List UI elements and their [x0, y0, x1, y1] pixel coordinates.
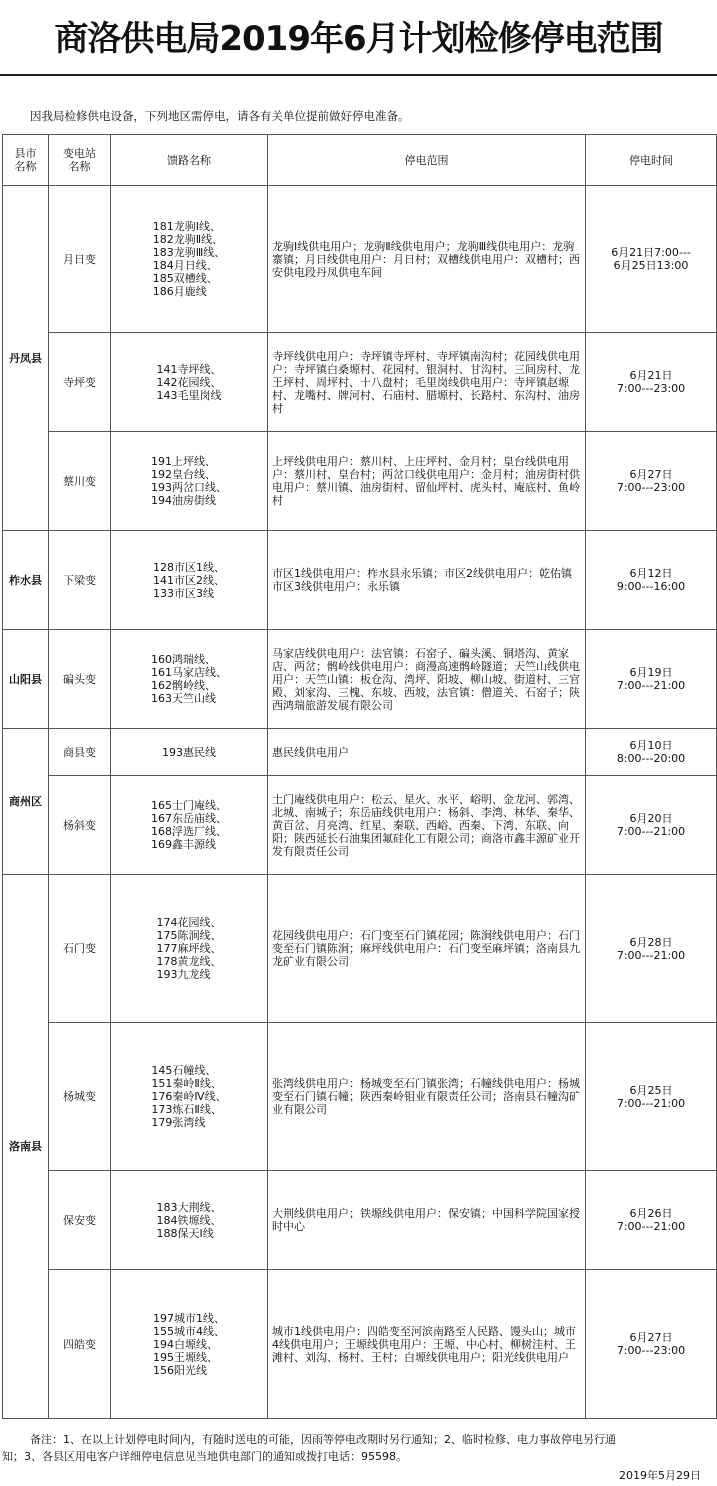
outage-time-end: 8:00---20:00 — [616, 752, 686, 765]
publish-date: 2019年5月29日 — [619, 1469, 701, 1482]
feeder-item: 185双槽线、 — [152, 272, 218, 285]
feeder-item: 191上坪线、 — [151, 455, 216, 468]
feeder-item: 142花园线、 — [156, 375, 222, 389]
feeder-item: 169鑫丰源线 — [151, 838, 216, 851]
feeder-list — [111, 776, 268, 875]
feeder-list — [111, 729, 268, 776]
substation-name: 月日变 — [49, 186, 111, 333]
substation-name: 杨城变 — [49, 1023, 111, 1171]
substation-name: 寺坪变 — [49, 333, 111, 432]
header-county-line1: 县市 — [14, 147, 37, 160]
outage-scope: 张湾线供电用户：杨城变至石门镇张湾；石幢线供电用户：杨城变至石门镇石幢；陕西秦岭钼业有限责任公司；洛南县石幢沟矿业有限公司 — [268, 1023, 586, 1171]
substation-name: 蔡川变 — [49, 432, 111, 531]
outage-scope: 土门庵线供电用户：松云、星火、水平、峪明、金龙河、郭湾、北城、南城子；东岳庙线供电用户：杨斜、李湾、林华、秦华、黄百岔、月亮湾、红星、秦联、西峪、西秦、下湾、东联、向阳；陕西延长石油集团氟硅化工有限公司；商洛市鑫丰源矿业开发有限责任公司 — [268, 776, 586, 875]
outage-time-end: 7:00---23:00 — [616, 1344, 686, 1357]
feeder-list — [111, 432, 268, 531]
table-row — [3, 1171, 717, 1270]
feeder-list — [111, 1023, 268, 1171]
outage-scope: 龙驹Ⅰ线供电用户；龙驹Ⅱ线供电用户；龙驹Ⅲ线供电用户：龙驹寨镇；月日线供电用户：月日村；双槽线供电用户：双槽村；西安供电段丹凤供电车间 — [268, 186, 586, 333]
table-header-row — [3, 135, 717, 186]
outage-time-start: 6月27日 — [629, 1331, 673, 1344]
feeder-item: 165士门庵线、 — [151, 799, 227, 812]
feeder-item: 168浮选厂线、 — [151, 825, 227, 838]
county-name: 洛南县 — [3, 875, 49, 1419]
feeder-item: 145石幢线、 — [151, 1064, 217, 1077]
feeder-item: 156阳光线 — [153, 1363, 207, 1377]
outage-time-start: 6月28日 — [629, 935, 673, 949]
substation-name: 商县变 — [49, 729, 111, 776]
outage-time-start: 6月21日7:00--- — [611, 246, 691, 259]
table-row — [3, 432, 717, 531]
feeder-item: 155城市4线、 — [153, 1324, 225, 1338]
outage-time-start: 6月10日 — [629, 739, 673, 752]
outage-time — [586, 1171, 717, 1270]
feeder-list — [111, 630, 268, 729]
feeder-item: 195王塬线、 — [153, 1350, 218, 1364]
feeder-item: 194白塬线、 — [153, 1337, 218, 1351]
feeder-item: 193两岔口线、 — [151, 481, 227, 494]
feeder-item: 184铁塬线、 — [156, 1213, 222, 1227]
table-row — [3, 776, 717, 875]
feeder-item: 178黄龙线、 — [156, 955, 222, 968]
table-row — [3, 531, 717, 630]
feeder-item: 192皇台线、 — [151, 468, 216, 481]
feeder-item: 133市区3线 — [153, 586, 214, 600]
header-county-line2: 名称 — [14, 160, 37, 173]
header-feeder: 馈路名称 — [111, 135, 268, 186]
outage-time-end: 7:00---21:00 — [616, 1220, 686, 1233]
feeder-list — [111, 531, 268, 630]
table-row — [3, 729, 717, 776]
header-substation — [49, 135, 111, 186]
outage-scope: 上坪线供电用户：蔡川村、上庄坪村、金月村；皇台线供电用户：蔡川村、皇台村；两岔口线供电用户：金月村；油房街村供电用户：蔡川镇、油房街村、留仙坪村、虎头村、庵底村、鱼岭村 — [268, 432, 586, 531]
feeder-item: 194油房街线 — [151, 494, 216, 507]
substation-name: 保安变 — [49, 1171, 111, 1270]
table-row — [3, 875, 717, 1023]
substation-name: 下梁变 — [49, 531, 111, 630]
feeder-item: 183大荆线、 — [156, 1200, 222, 1214]
feeder-list — [111, 1270, 268, 1419]
county-name: 商州区 — [3, 729, 49, 875]
outage-time-start: 6月12日 — [629, 567, 673, 580]
header-substation-line1: 变电站 — [63, 147, 96, 160]
header-county — [3, 135, 49, 186]
outage-time — [586, 729, 717, 776]
outage-time-end: 7:00---21:00 — [616, 825, 686, 838]
footnote — [2, 1431, 714, 1465]
county-name: 山阳县 — [3, 630, 49, 729]
outage-time-start: 6月19日 — [629, 666, 673, 679]
header-time: 停电时间 — [586, 135, 717, 186]
outage-table — [2, 134, 717, 1419]
outage-time — [586, 1270, 717, 1419]
outage-scope: 寺坪线供电用户：寺坪镇寺坪村、寺坪镇南沟村；花园线供电用户：寺坪镇白桑塬村、花园村、银洞村、甘沟村、三间房村、龙王坪村、周坪村、十八盘村；毛里岗线供电用户：寺坪镇赵塬村、龙嘴村、牌河村、石庙村、腊塬村、长路村、东沟村、油房村 — [268, 333, 586, 432]
outage-time-end: 7:00---23:00 — [616, 481, 686, 494]
feeder-item: 176秦岭Ⅳ线、 — [151, 1090, 227, 1103]
header-scope: 停电范围 — [268, 135, 586, 186]
outage-time — [586, 776, 717, 875]
outage-time-start: 6月26日 — [629, 1207, 673, 1220]
outage-time-start: 6月20日 — [629, 812, 673, 825]
county-name: 丹凤县 — [3, 186, 49, 531]
feeder-item: 174花园线、 — [156, 916, 222, 929]
feeder-item: 167东岳庙线、 — [151, 812, 227, 825]
outage-time — [586, 432, 717, 531]
feeder-item: 143毛里岗线 — [156, 388, 222, 402]
feeder-item: 179张湾线 — [151, 1116, 206, 1129]
feeder-list — [111, 333, 268, 432]
feeder-item: 197城市1线、 — [153, 1311, 225, 1325]
feeder-item: 182龙驹Ⅱ线、 — [152, 233, 224, 246]
feeder-item: 141市区2线、 — [153, 573, 225, 587]
feeder-item: 177麻坪线、 — [156, 942, 222, 955]
outage-scope: 城市1线供电用户：四皓变至河滨南路至人民路、馒头山；城市4线供电用户；王塬线供电用户：王塬、中心村、柳树洼村、王滩村、刘沟、杨村、王村；白塬线供电用户；阳光线供电用户 — [268, 1270, 586, 1419]
feeder-item: 173炼石Ⅱ线、 — [151, 1103, 222, 1116]
feeder-item: 160鸿瑞线、 — [151, 653, 216, 666]
table-row — [3, 186, 717, 333]
outage-time-end: 6月25日13:00 — [613, 259, 689, 272]
outage-scope: 花园线供电用户：石门变至石门镇花园；陈涧线供电用户：石门变至石门镇陈涧；麻坪线供电用户：石门变至麻坪镇；洛南县九龙矿业有限公司 — [268, 875, 586, 1023]
feeder-list — [111, 1171, 268, 1270]
substation-name: 杨斜变 — [49, 776, 111, 875]
table-row — [3, 1023, 717, 1171]
outage-time-start: 6月25日 — [629, 1083, 673, 1097]
feeder-list — [111, 875, 268, 1023]
outage-time-end: 7:00---21:00 — [616, 679, 686, 692]
outage-scope: 马家店线供电用户：法官镇：石窑子、碥头溪、铜塔沟、黄家店、两岔；鹘岭线供电用户：商漫高速鹘岭隧道；天竺山线供电用户：天竺山镇：板仓沟、湾坪、阳坡、柳山坡、街道村、三官殿、刘家沟、三槐、东坡、西坡，法官镇：僧道关、石窑子；陕西鸿瑞旅游发展有限公司 — [268, 630, 586, 729]
table-row — [3, 333, 717, 432]
feeder-item: 183龙驹Ⅲ线、 — [152, 246, 226, 259]
page-title: 商洛供电局2019年6月计划检修停电范围 — [54, 18, 663, 59]
outage-time-end: 7:00---21:00 — [616, 948, 686, 962]
outage-scope: 惠民线供电用户 — [268, 729, 586, 776]
feeder-item: 128市区1线、 — [153, 560, 225, 574]
feeder-item: 161马家店线、 — [151, 666, 227, 679]
substation-name: 四皓变 — [49, 1270, 111, 1419]
outage-time — [586, 531, 717, 630]
feeder-item: 141寺坪线、 — [156, 362, 222, 376]
feeder-item: 184月日线、 — [152, 259, 218, 272]
outage-time-end: 7:00---21:00 — [616, 1096, 686, 1110]
outage-time — [586, 630, 717, 729]
feeder-item: 186月鹿线 — [152, 285, 207, 298]
outage-time-end: 7:00---23:00 — [616, 382, 686, 395]
feeder-item: 181龙驹Ⅰ线、 — [152, 220, 221, 233]
substation-name: 碥头变 — [49, 630, 111, 729]
table-row — [3, 1270, 717, 1419]
feeder-item: 188保天Ⅰ线 — [156, 1226, 214, 1240]
county-name: 柞水县 — [3, 531, 49, 630]
feeder-item: 193惠民线 — [162, 745, 216, 759]
outage-time-end: 9:00---16:00 — [616, 580, 686, 593]
footnote-line1: 备注：1、在以上计划停电时间内，有随时送电的可能，因雨等停电改期时另行通知；2、临时检修、电力事故停电另行通 — [30, 1433, 616, 1446]
header-substation-line2: 名称 — [68, 160, 91, 173]
feeder-list — [111, 186, 268, 333]
outage-time — [586, 875, 717, 1023]
table-row — [3, 630, 717, 729]
feeder-item: 151秦岭Ⅱ线、 — [151, 1077, 222, 1090]
outage-scope: 市区1线供电用户：柞水县永乐镇；市区2线供电用户：乾佑镇 市区3线供电用户：永乐镇 — [268, 531, 586, 630]
feeder-item: 163天竺山线 — [151, 692, 216, 705]
feeder-item: 193九龙线 — [156, 968, 211, 981]
outage-time-start: 6月27日 — [629, 468, 673, 481]
outage-time — [586, 186, 717, 333]
intro-text: 因我局检修供电设备，下列地区需停电，请各有关单位提前做好停电准备。 — [30, 109, 410, 123]
outage-time — [586, 333, 717, 432]
substation-name: 石门变 — [49, 875, 111, 1023]
title-divider — [0, 74, 717, 76]
outage-scope: 大荆线供电用户；铁塬线供电用户：保安镇；中国科学院国家授时中心 — [268, 1171, 586, 1270]
feeder-item: 162鹘岭线、 — [151, 679, 216, 692]
feeder-item: 175陈涧线、 — [156, 929, 222, 942]
outage-time — [586, 1023, 717, 1171]
footnote-line2: 知；3、各县区用电客户详细停电信息见当地供电部门的通知或拨打电话：95598。 — [2, 1450, 407, 1463]
outage-time-start: 6月21日 — [629, 369, 673, 382]
